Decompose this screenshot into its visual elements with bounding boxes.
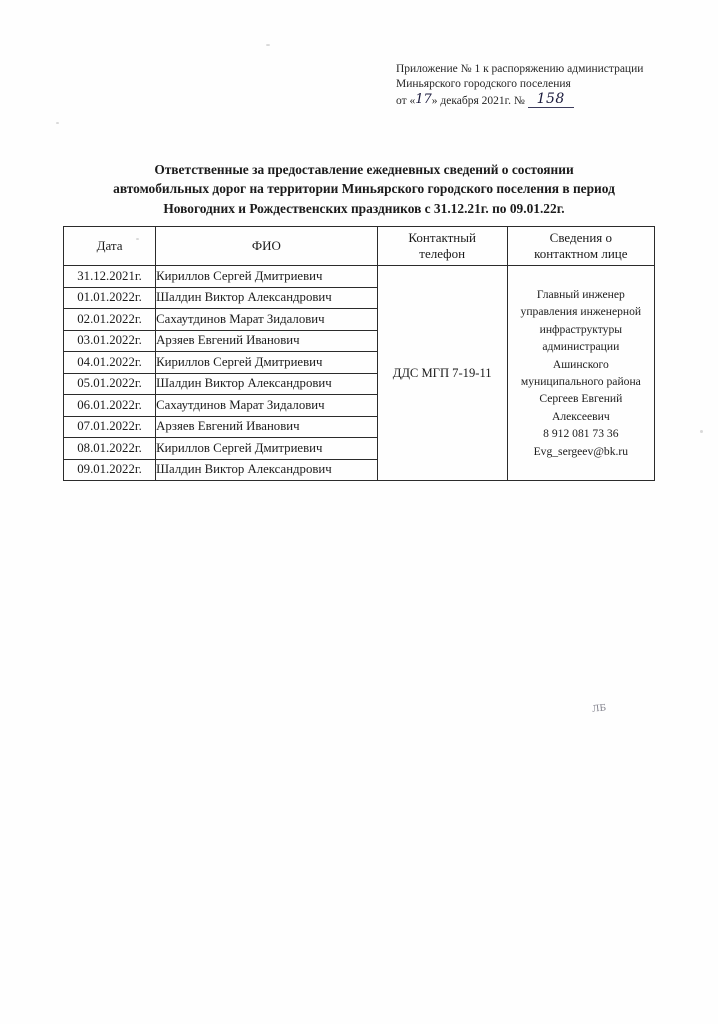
cell-date: 06.01.2022г. (64, 395, 156, 417)
table-header-row (64, 227, 655, 266)
cell-date: 01.01.2022г. (64, 287, 156, 309)
appendix-header (396, 62, 686, 110)
cell-fio: Кириллов Сергей Дмитриевич (156, 266, 378, 288)
cell-fio: Кириллов Сергей Дмитриевич (156, 352, 378, 374)
page-title (64, 160, 664, 218)
column-header-info-line1: Сведения о (549, 229, 613, 245)
column-header-phone-line2: телефон (419, 246, 466, 261)
table-row (64, 266, 655, 288)
page-title-line1: Ответственные за предоставление ежедневных сведений о состоянии (154, 162, 574, 177)
contact-info-phone: 8 912 081 73 36 (543, 427, 619, 441)
column-header-phone-line1: Контактный (408, 229, 476, 245)
date-mid: » декабря 2021г. № (431, 95, 528, 108)
contact-info-line: Сергеев Евгений (539, 392, 623, 406)
cell-date: 31.12.2021г. (64, 266, 156, 288)
column-header-info-line2: контактном лице (534, 246, 628, 261)
cell-phone: ДДС МГП 7-19-11 (377, 266, 507, 481)
cell-date: 08.01.2022г. (64, 438, 156, 460)
column-header-fio: ФИО (156, 227, 378, 266)
cell-date: 09.01.2022г. (64, 459, 156, 481)
scan-speck (700, 430, 703, 433)
cell-date: 05.01.2022г. (64, 373, 156, 395)
cell-fio: Кириллов Сергей Дмитриевич (156, 438, 378, 460)
cell-fio: Арзяев Евгений Иванович (156, 330, 378, 352)
contact-info-line: Главный инженер (536, 288, 625, 302)
responsible-persons-table (63, 226, 655, 481)
page-title-line3: Новогодних и Рождественских праздников с 31.12.21г. по 09.01.22г. (163, 200, 565, 216)
date-prefix: от « (396, 95, 416, 108)
contact-info-line: управления инженерной (520, 305, 642, 319)
handwritten-initials: ЛБ (591, 703, 607, 715)
cell-fio: Арзяев Евгений Иванович (156, 416, 378, 438)
cell-date: 04.01.2022г. (64, 352, 156, 374)
contact-info-line: администрации (542, 340, 620, 354)
cell-fio: Сахаутдинов Марат Зидалович (156, 395, 378, 417)
cell-fio: Шалдин Виктор Александрович (156, 373, 378, 395)
cell-date: 03.01.2022г. (64, 330, 156, 352)
scan-speck (56, 122, 59, 124)
column-header-date: Дата (64, 227, 156, 266)
cell-fio: Шалдин Виктор Александрович (156, 287, 378, 309)
scan-speck (266, 44, 270, 46)
column-header-phone (377, 227, 507, 266)
appendix-header-line1: Приложение № 1 к распоряжению администрации (396, 63, 644, 75)
appendix-header-line3 (396, 92, 686, 109)
page-title-line2: автомобильных дорог на территории Миньярского городского поселения в период (113, 181, 615, 197)
cell-fio: Сахаутдинов Марат Зидалович (156, 309, 378, 331)
contact-info-line: инфраструктуры (539, 322, 623, 336)
contact-info-line: Алексеевич (551, 409, 610, 423)
cell-fio: Шалдин Виктор Александрович (156, 459, 378, 481)
handwritten-day: 17 (415, 92, 432, 108)
cell-contact-info (507, 266, 654, 481)
appendix-header-line2: Миньярского городского поселения (396, 78, 571, 91)
column-header-info (507, 227, 654, 266)
contact-info-line: муниципального района (520, 375, 641, 388)
contact-info-email: Evg_sergeev@bk.ru (533, 444, 629, 458)
handwritten-document-number: 158 (528, 92, 574, 108)
contact-info-line: Ашинского (552, 357, 609, 371)
cell-date: 02.01.2022г. (64, 309, 156, 331)
cell-date: 07.01.2022г. (64, 416, 156, 438)
